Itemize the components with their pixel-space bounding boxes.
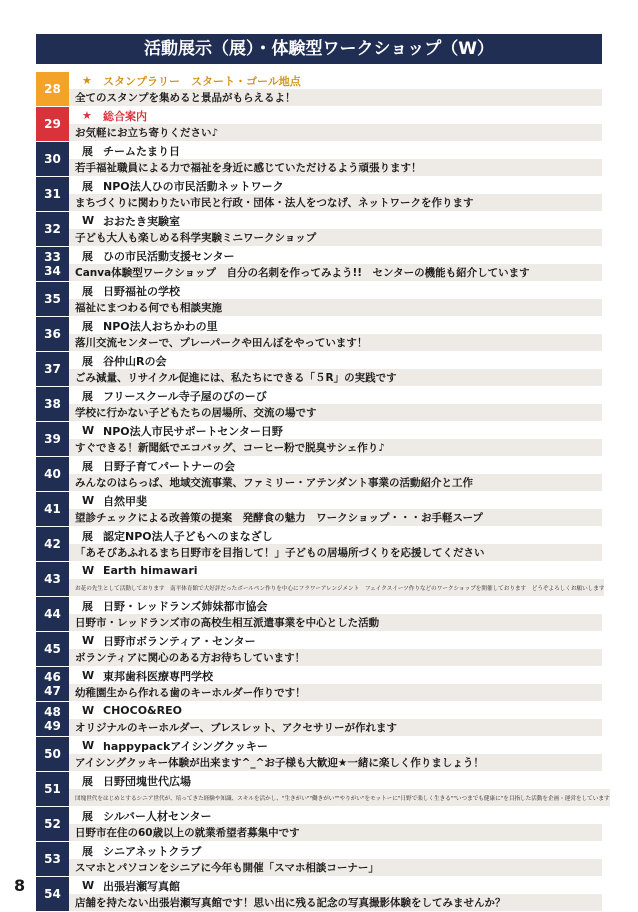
booth-number [36,247,69,281]
booth-number-value: 31 [44,187,61,201]
entry-name: シニアネットクラブ [103,844,202,858]
list-item [36,702,602,736]
booth-number [36,107,69,141]
booth-number [36,772,69,806]
entry-name: happypackアイシングクッキー [103,739,268,753]
entry-type: 展 [82,319,93,333]
entry-type: 展 [82,599,93,613]
list-item [36,282,602,316]
entry-type: W [82,704,95,717]
entry-type: 展 [82,284,93,298]
list-item [36,72,602,106]
entry-description: 落川交流センターで、プレーパークや田んぼをやっています！ [69,334,602,351]
booth-number-value: 29 [44,117,61,131]
booth-number [36,632,69,666]
list-item [36,247,602,281]
entry-name: 日野・レッドランズ姉妹都市協会 [103,599,268,613]
entry-type: 展 [82,249,93,263]
list-item [36,352,602,386]
entry-description: お気軽にお立ち寄りください♪ [69,124,602,141]
entry-type: W [82,494,95,507]
entry-name: 日野子育てパートナーの会 [103,459,235,473]
list-item [36,842,602,876]
list-item [36,422,602,456]
list-item [36,387,602,421]
entry-description: 店舗を持たない出張岩瀬写真館です！思い出に残る記念の写真撮影体験をしてみませんか？ [69,894,602,911]
booth-number-value: 54 [44,887,61,901]
entry-description: 日野市在住の60歳以上の就業希望者募集中です [69,824,602,841]
page-title: 活動展示（展）・体験型ワークショップ（W） [36,34,602,64]
entry-name: シルバー人材センター [103,809,212,823]
entry-type: 展 [82,459,93,473]
booth-number-value: 51 [44,782,61,796]
entry-type: ★ [82,109,92,122]
booth-number-value: 43 [44,572,61,586]
entry-name: 日野福祉の学校 [103,284,180,298]
booth-number [36,317,69,351]
list-item [36,492,602,526]
entry-description: 全てのスタンプを集めると景品がもらえるよ！ [69,89,602,106]
entry-description: 学校に行かない子どもたちの居場所、交流の場です [69,404,602,421]
booth-number [36,667,69,701]
entry-description: みんなのはらっぱ、地域交流事業、ファミリー・アテンダント事業の活動紹介と工作 [69,474,602,491]
entry-name: 日野市ボランティア・センター [103,634,256,648]
entry-name: 認定NPO法人子どもへのまなざし [103,529,273,543]
booth-number [36,352,69,386]
entry-type: 展 [82,529,93,543]
entry-name: 出張岩瀬写真館 [103,879,180,893]
entry-name: NPO法人おちかわの里 [103,319,218,333]
entry-name: 東邦歯科医療専門学校 [103,669,213,683]
booth-number [36,702,69,736]
entry-type: 展 [82,354,93,368]
entry-name: Earth himawari [103,564,198,577]
list-item [36,107,602,141]
booth-number [36,212,69,246]
list-item [36,807,602,841]
entry-description: 団塊世代をはじめとするシニア世代が、培ってきた経験や知識、スキルを活かし、"生きがい""働きがい""やりがい"をモットーに"日野で楽しく生きる""いつまでも健康に"を目指した活動を企画・運営をしています [69,789,610,806]
entry-description: 福祉にまつわる何でも相談実施 [69,299,602,316]
entry-description: ごみ減量、リサイクル促進には、私たちにできる「５R」の実践です [69,369,602,386]
booth-number [36,387,69,421]
entry-name: 日野団塊世代広場 [103,774,191,788]
booth-number-value: 42 [44,537,61,551]
entry-name: NPO法人市民サポートセンター日野 [103,424,283,438]
booth-number-value: 50 [44,747,61,761]
booth-number [36,422,69,456]
entry-name: 谷仲山Rの会 [103,354,167,368]
entry-type: W [82,739,95,752]
booth-number-value: 33 [44,250,61,264]
entry-description: 子ども大人も楽しめる科学実験ミニワークショップ [69,229,602,246]
entry-description: スマホとパソコンをシニアに今年も開催「スマホ相談コーナー」 [69,859,602,876]
list-item [36,737,602,771]
booth-number-value: 47 [44,684,61,698]
booth-number-value: 49 [44,719,61,733]
booth-number-value: 28 [44,82,61,96]
booth-number-value: 52 [44,817,61,831]
booth-number [36,737,69,771]
booth-number [36,842,69,876]
list-item [36,527,602,561]
booth-number [36,527,69,561]
entry-name: チームたまり日 [103,144,180,158]
entry-type: W [82,424,95,437]
entry-description: アイシングクッキー体験が出来ます^_^お子様も大歓迎★一緒に楽しく作りましょう！ [69,754,602,771]
booth-number [36,72,69,106]
exhibit-list [36,72,610,912]
entry-type: 展 [82,144,93,158]
entry-type: 展 [82,774,93,788]
booth-number-value: 44 [44,607,61,621]
entry-type: W [82,669,95,682]
booth-number-value: 34 [44,264,61,278]
entry-description: オリジナルのキーホルダー、ブレスレット、アクセサリーが作れます [69,719,602,736]
booth-number-value: 38 [44,397,61,411]
entry-description: まちづくりに関わりたい市民と行政・団体・法人をつなげ、ネットワークを作ります [69,194,602,211]
entry-description: 幼稚園生から作れる歯のキーホルダー作りです！ [69,684,602,701]
list-item [36,597,602,631]
entry-description: お花の先生として活動しております 南平体育館で大好評だったボールペン作りを中心にフラワーアレンジメント フェイクスイーツ作りなどのワークショップを開催しております どうぞよろしくお願いします [69,579,604,596]
entry-description: 若手福祉職員による力で福祉を身近に感じていただけるよう頑張ります！ [69,159,602,176]
list-item [36,667,602,701]
entry-name: CHOCO&REO [103,704,182,717]
booth-number [36,807,69,841]
booth-number-value: 39 [44,432,61,446]
entry-name: フリースクール寺子屋のびのーび [103,389,267,403]
booth-number [36,492,69,526]
entry-name: 総合案内 [103,109,147,123]
entry-type: 展 [82,809,93,823]
list-item [36,177,602,211]
entry-name: おおたき実験室 [103,214,180,228]
list-item [36,142,602,176]
booth-number [36,142,69,176]
entry-type: W [82,564,95,577]
booth-number-value: 41 [44,502,61,516]
entry-type: W [82,634,95,647]
booth-number-value: 30 [44,152,61,166]
booth-number [36,177,69,211]
booth-number-value: 53 [44,852,61,866]
booth-number-value: 45 [44,642,61,656]
list-item [36,632,602,666]
entry-type: 展 [82,389,93,403]
booth-number [36,562,69,596]
entry-type: W [82,879,95,892]
entry-description: すぐできる！新聞紙でエコバッグ、コーヒー粉で脱臭サシェ作り♪ [69,439,602,456]
entry-description: 望診チェックによる改善策の提案 発酵食の魅力 ワークショップ・・・お手軽スープ [69,509,602,526]
booth-number-value: 35 [44,292,61,306]
entry-name: スタンプラリー スタート・ゴール地点 [103,74,301,88]
entry-type: ★ [82,74,92,87]
entry-name: ひの市民活動支援センター [103,249,235,263]
entry-description: Canva体験型ワークショップ 自分の名刺を作ってみよう!! センターの機能も紹介しています [69,264,602,281]
list-item [36,562,605,596]
entry-description: ボランティアに関心のある方お待ちしています！ [69,649,602,666]
list-item [36,317,602,351]
entry-type: 展 [82,844,93,858]
entry-description: 日野市・レッドランズ市の高校生相互派遣事業を中心とした活動 [69,614,602,631]
list-item [36,772,610,806]
entry-type: 展 [82,179,93,193]
list-item [36,212,602,246]
booth-number-value: 46 [44,670,61,684]
entry-type: W [82,214,95,227]
booth-number [36,457,69,491]
entry-description: 「あそびあふれるまち日野市を目指して！」子どもの居場所づくりを応援してください [69,544,602,561]
booth-number-value: 37 [44,362,61,376]
booth-number [36,597,69,631]
booth-number-value: 48 [44,705,61,719]
booth-number [36,282,69,316]
list-item [36,457,602,491]
booth-number-value: 40 [44,467,61,481]
booth-number-value: 36 [44,327,61,341]
entry-name: NPO法人ひの市民活動ネットワーク [103,179,284,193]
entry-name: 自然甲斐 [103,494,147,508]
page-number: 8 [14,876,26,895]
booth-number-value: 32 [44,222,61,236]
